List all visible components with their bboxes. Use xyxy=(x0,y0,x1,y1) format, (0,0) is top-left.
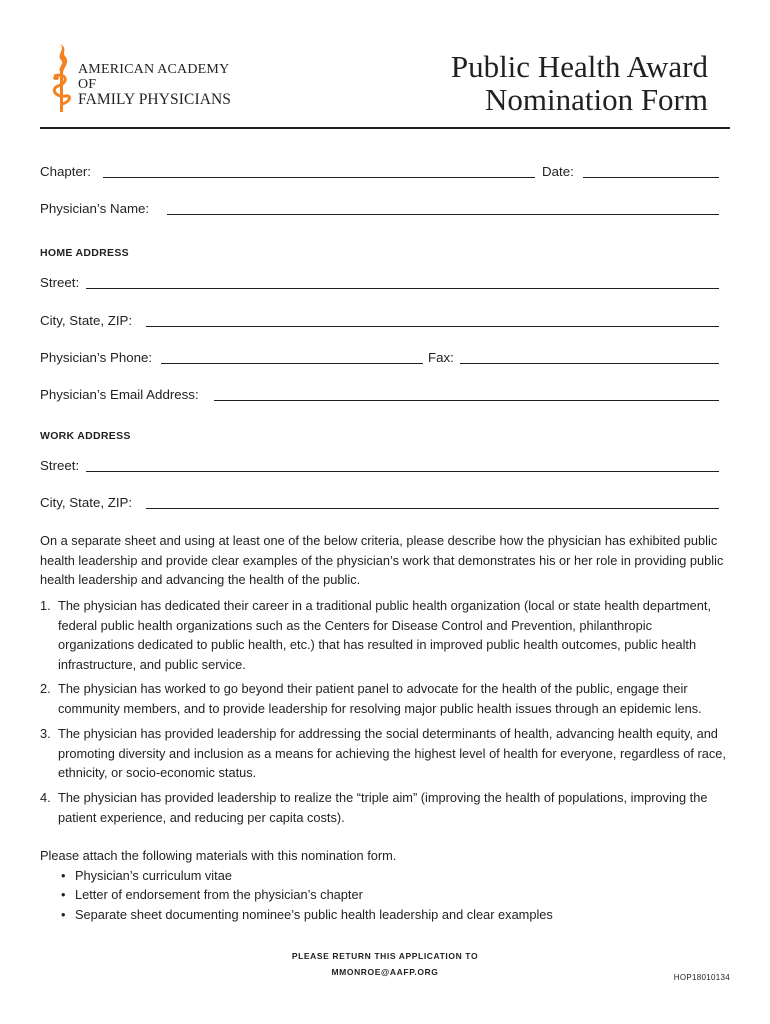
intro-paragraph: On a separate sheet and using at least one of the below criteria, please describe how the physician has exhibited public health leadership and provide clear examples of the physician’s work that demonstrates his or her role in providing public health leadership and advancing the health of the public. xyxy=(40,533,724,588)
attachment-item: • Letter of endorsement from the physician’s chapter xyxy=(40,885,553,905)
chapter-field[interactable] xyxy=(103,177,535,178)
work-city-field[interactable] xyxy=(146,508,719,509)
criteria-text: The physician has provided leadership for addressing the social determinants of health, advancing health equity, and promoting diversity and inclusion as a means for achieving the highest level of health for everyone, regardless of race, ethnicity, or socio-economic status. xyxy=(58,726,726,781)
criteria-item-4 xyxy=(40,788,730,827)
home-street-field[interactable] xyxy=(86,288,719,289)
physician-name-field[interactable] xyxy=(167,214,719,215)
home-city-field[interactable] xyxy=(146,326,719,327)
criteria-item-3 xyxy=(40,724,730,783)
criteria-number: 2. xyxy=(40,681,51,696)
work-street-label: Street: xyxy=(40,458,80,473)
home-street-label: Street: xyxy=(40,275,80,290)
aafp-logo xyxy=(48,42,248,116)
email-field[interactable] xyxy=(214,400,719,401)
work-city-label: City, State, ZIP: xyxy=(40,495,133,510)
attachments-section xyxy=(40,846,553,924)
criteria-number: 4. xyxy=(40,790,51,805)
page-title xyxy=(451,50,708,116)
phone-label: Physician’s Phone: xyxy=(40,350,153,365)
fax-label: Fax: xyxy=(428,350,454,365)
header-divider xyxy=(40,127,730,129)
attachment-item: • Separate sheet documenting nominee’s public health leadership and clear examples xyxy=(40,905,553,925)
phone-field[interactable] xyxy=(161,363,423,364)
criteria-text: The physician has worked to go beyond their patient panel to advocate for the health of the public, engage their community members, and to provide leadership for resolving major public health issues through an epidemic lens. xyxy=(58,681,702,716)
email-label: Physician’s Email Address: xyxy=(40,387,199,402)
criteria-item-1 xyxy=(40,596,730,674)
criteria-number: 1. xyxy=(40,598,51,613)
work-address-heading: WORK ADDRESS xyxy=(40,430,131,442)
org-name-line2: FAMILY PHYSICIANS xyxy=(78,91,232,108)
date-label: Date: xyxy=(542,164,574,179)
work-street-field[interactable] xyxy=(86,471,719,472)
home-address-heading: HOME ADDRESS xyxy=(40,247,129,259)
fax-field[interactable] xyxy=(460,363,719,364)
criteria-text: The physician has provided leadership to realize the “triple aim” (improving the health of populations, improving the patient experience, and reducing per capita costs). xyxy=(58,790,708,825)
date-field[interactable] xyxy=(583,177,719,178)
attachments-intro: Please attach the following materials with this nomination form. xyxy=(40,848,397,863)
document-code: HOP18010134 xyxy=(673,973,730,982)
physician-name-label: Physician’s Name: xyxy=(40,201,150,216)
criteria-number: 3. xyxy=(40,726,51,741)
return-instruction: PLEASE RETURN THIS APPLICATION TO xyxy=(291,951,479,961)
caduceus-flame-icon xyxy=(48,42,78,116)
criteria-item-2 xyxy=(40,679,730,718)
title-line2: Nomination Form xyxy=(484,82,708,117)
org-name-line1: AMERICAN ACADEMY OF xyxy=(78,62,229,92)
attachment-item: • Physician’s curriculum vitae xyxy=(40,866,553,886)
return-email-link[interactable]: MMONROE@AAFP.ORG xyxy=(331,967,439,977)
home-city-label: City, State, ZIP: xyxy=(40,313,133,328)
chapter-label: Chapter: xyxy=(40,164,91,179)
criteria-text: The physician has dedicated their career in a traditional public health organization (local or state health department, federal public health organizations such as the Centers for Disease Control and Prevention, philanthropic organizations dedicated to public health, etc.) that has resulted in improved public health outcomes, public health infrastructure, and public service. xyxy=(58,598,712,672)
title-line1: Public Health Award xyxy=(450,49,708,84)
